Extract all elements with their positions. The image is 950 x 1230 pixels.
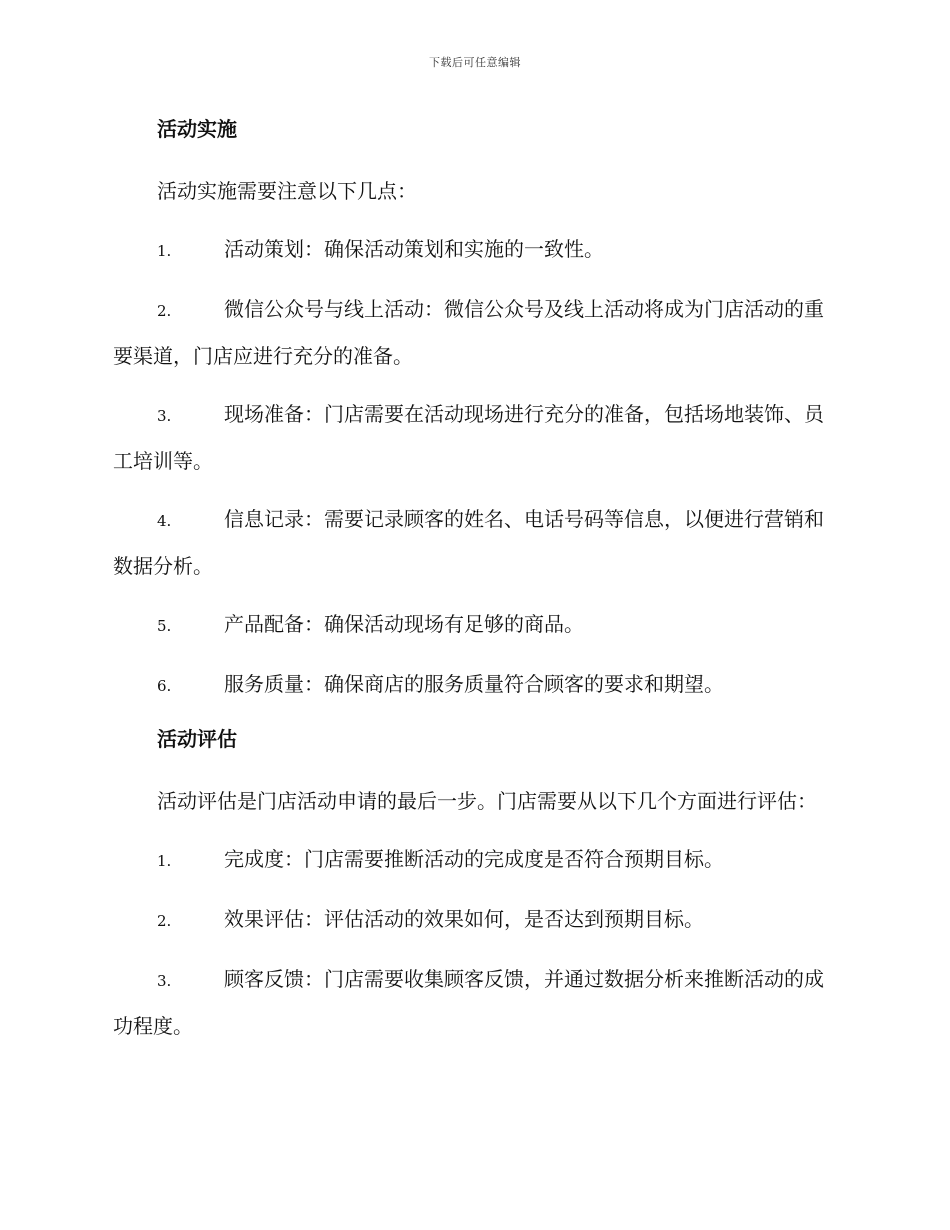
list-number: 2. xyxy=(157,912,172,930)
list-number: 1. xyxy=(157,242,172,260)
list-item xyxy=(113,837,835,884)
list-item xyxy=(113,897,835,944)
list-text: 信息记录：需要记录顾客的姓名、电话号码等信息，以便进行营销和数据分析。 xyxy=(113,507,824,578)
list-text: 效果评估：评估活动的效果如何，是否达到预期目标。 xyxy=(224,907,704,931)
list-item xyxy=(113,287,835,379)
section-heading-evaluation: 活动评估 xyxy=(157,727,237,751)
list-item xyxy=(113,392,835,484)
list-item xyxy=(113,662,835,709)
list-text: 活动策划：确保活动策划和实施的一致性。 xyxy=(224,237,604,261)
list-number: 1. xyxy=(157,852,172,870)
list-item xyxy=(113,497,835,589)
list-text: 服务质量：确保商店的服务质量符合顾客的要求和期望。 xyxy=(224,672,724,696)
list-number: 2. xyxy=(157,302,172,320)
list-item xyxy=(113,227,835,274)
list-item xyxy=(113,602,835,649)
page-header: 下载后可任意编辑 xyxy=(429,56,521,69)
list-number: 6. xyxy=(157,677,172,695)
list-number: 4. xyxy=(157,512,172,530)
list-text: 完成度：门店需要推断活动的完成度是否符合预期目标。 xyxy=(224,847,724,871)
list-text: 微信公众号与线上活动：微信公众号及线上活动将成为门店活动的重要渠道，门店应进行充分的准备。 xyxy=(113,297,824,368)
section-intro-implementation: 活动实施需要注意以下几点： xyxy=(157,179,417,203)
document-body xyxy=(113,112,835,1049)
list-text: 顾客反馈：门店需要收集顾客反馈，并通过数据分析来推断活动的成功程度。 xyxy=(113,967,824,1038)
list-text: 产品配备：确保活动现场有足够的商品。 xyxy=(224,612,584,636)
list-number: 5. xyxy=(157,617,172,635)
list-text: 现场准备：门店需要在活动现场进行充分的准备，包括场地装饰、员工培训等。 xyxy=(113,402,824,473)
list-number: 3. xyxy=(157,407,172,425)
section-heading-implementation: 活动实施 xyxy=(157,117,237,141)
section-intro-evaluation: 活动评估是门店活动申请的最后一步。门店需要从以下几个方面进行评估： xyxy=(157,789,817,813)
list-number: 3. xyxy=(157,972,172,990)
list-item xyxy=(113,957,835,1049)
